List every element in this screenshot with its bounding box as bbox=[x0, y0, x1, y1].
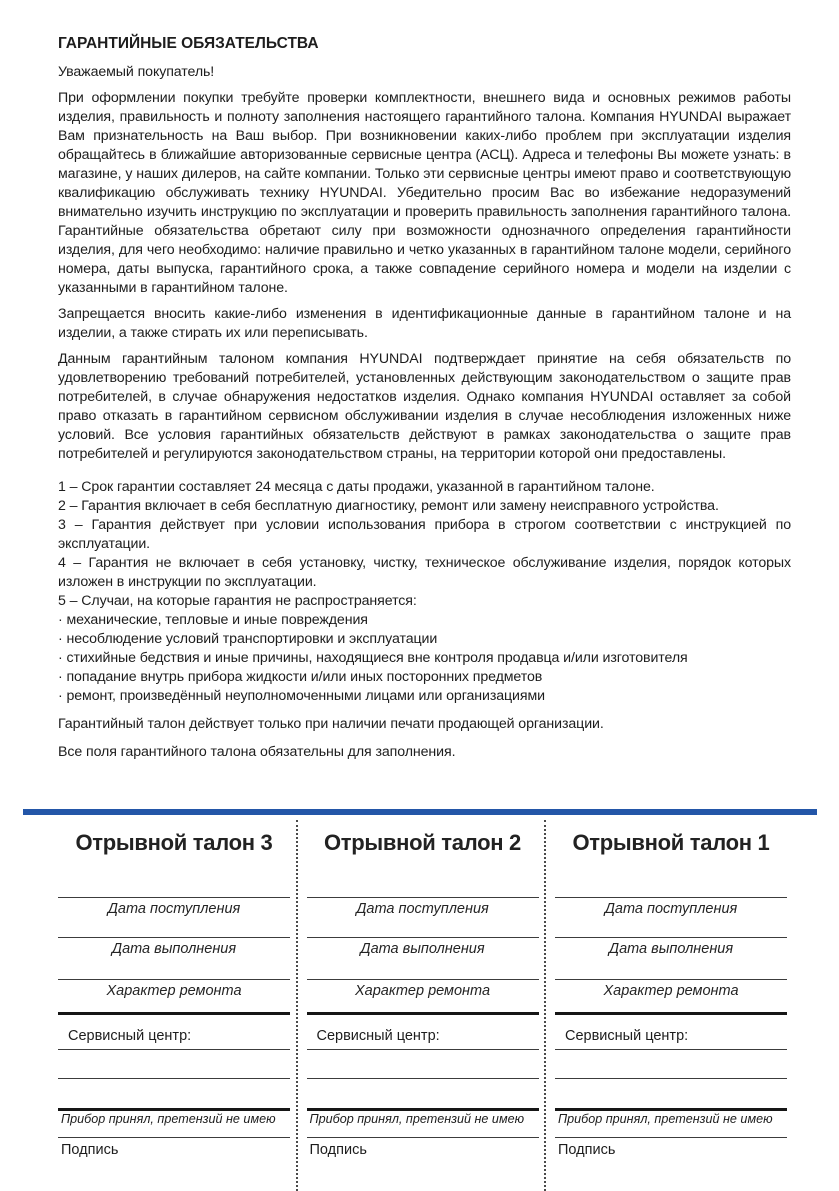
exclusion-item-3: · стихийные бедствия и иные причины, находящиеся вне контроля продавца и/или изготовителя bbox=[58, 650, 688, 666]
repair-type-write-line bbox=[555, 979, 787, 980]
signature-write-line bbox=[307, 1137, 539, 1138]
device-accepted-label: Прибор принял, претензий не имею bbox=[558, 1112, 773, 1126]
date-completed-label: Дата выполнения bbox=[111, 941, 237, 957]
section-divider-line bbox=[555, 1012, 787, 1015]
repair-type-label: Характер ремонта bbox=[106, 983, 242, 999]
signature-label: Подпись bbox=[61, 1142, 119, 1158]
section-divider-line bbox=[58, 1108, 290, 1111]
date-received-write-line bbox=[58, 897, 290, 898]
warranty-text-section bbox=[58, 33, 791, 762]
coupon-title: Отрывной талон 2 bbox=[324, 830, 521, 855]
date-received-write-line bbox=[555, 897, 787, 898]
extra-write-line bbox=[555, 1078, 787, 1079]
signature-write-line bbox=[555, 1137, 787, 1138]
paragraph-obligations: Данным гарантийным талоном компания HYUNDAI подтверждает принятие на себя обязательств по удовлетворению требований потребителей, установленных действующим законодательством о защите прав потребителей, в случае обнаружения недостатков изделия. Однако компания HYUNDAI оставляет за собой право отказать в гарантийном сервисном обслуживании изделия в случае несоблюдения изложенных ниже условий. Все условия гарантийных обязательств действуют в рамках законодательства о защите прав потребителей и регулируются законодательством страны, на территории которой они предоставлены. bbox=[58, 351, 791, 462]
date-received-label: Дата поступления bbox=[356, 901, 489, 917]
extra-write-line bbox=[58, 1078, 290, 1079]
final-notes bbox=[58, 715, 791, 762]
tear-off-coupon-2 bbox=[307, 816, 539, 1191]
section-divider-line bbox=[555, 1108, 787, 1111]
service-center-label: Сервисный центр: bbox=[316, 1028, 440, 1044]
date-received-label: Дата поступления bbox=[107, 901, 241, 917]
exclusion-item-1: · механические, тепловые и иные повреждения bbox=[58, 612, 368, 628]
device-accepted-label: Прибор принял, претензий не имею bbox=[61, 1112, 276, 1126]
service-center-write-line bbox=[58, 1049, 290, 1050]
service-center-write-line bbox=[555, 1049, 787, 1050]
tear-off-coupon-3 bbox=[58, 816, 290, 1191]
signature-label: Подпись bbox=[309, 1142, 367, 1158]
page-title: ГАРАНТИЙНЫЕ ОБЯЗАТЕЛЬСТВА bbox=[58, 35, 319, 52]
term-item-3: 3 – Гарантия действует при условии использования прибора в строгом соответствии с инструкцией по эксплуатации. bbox=[58, 517, 791, 552]
date-completed-label: Дата выполнения bbox=[360, 941, 485, 957]
paragraph-purchase-check: При оформлении покупки требуйте проверки комплектности, внешнего вида и основных режимов работы изделия, правильность и полноту заполнения настоящего гарантийного талона. Компания HYUNDAI выражает Вам признательность на Ваш выбор. При возникновении каких-либо проблем при эксплуатации изделия обращайтесь в ближайшие авторизованные сервисные центра (АСЦ). Адреса и телефоны Вы можете узнать: в магазине, у наших дилеров, на сайте компании. Только эти сервисные центры имеют право и соответствующую квалификацию обслуживать технику HYUNDAI. Убедительно просим Вас во избежание недоразумений внимательно изучить инструкцию по эксплуатации и проверить правильность заполнения гарантийного талона. Гарантийные обязательства обретают силу при возможности однозначного определения гарантийности изделия, для чего необходимо: наличие правильно и четко указанных в гарантийном талоне модели, серийного номера, даты выпуска, гарантийного срока, а также совпадение серийного номера и модели на изделии с указанными в гарантийном талоне. bbox=[58, 90, 791, 296]
device-accepted-label: Прибор принял, претензий не имею bbox=[309, 1112, 525, 1126]
service-center-label: Сервисный центр: bbox=[565, 1028, 689, 1044]
tear-off-coupon-1 bbox=[555, 816, 787, 1191]
date-completed-label: Дата выполнения bbox=[608, 941, 734, 957]
section-divider-line bbox=[307, 1108, 539, 1111]
coupon-section bbox=[58, 816, 787, 1191]
signature-write-line bbox=[58, 1137, 290, 1138]
exclusion-item-2: · несоблюдение условий транспортировки и эксплуатации bbox=[58, 631, 438, 647]
repair-type-write-line bbox=[58, 979, 290, 980]
section-divider-line bbox=[58, 1012, 290, 1015]
exclusion-item-5: · ремонт, произведённый неуполномоченными лицами или организациями bbox=[58, 688, 545, 704]
term-item-5: 5 – Случаи, на которые гарантия не распространяется: bbox=[58, 593, 417, 609]
service-center-label: Сервисный центр: bbox=[68, 1028, 192, 1044]
service-center-write-line bbox=[307, 1049, 539, 1050]
repair-type-label: Характер ремонта bbox=[354, 983, 491, 999]
date-received-label: Дата поступления bbox=[604, 901, 738, 917]
date-completed-write-line bbox=[555, 937, 787, 938]
note-stamp-required: Гарантийный талон действует только при наличии печати продающей организации. bbox=[58, 716, 604, 732]
divider-rule bbox=[23, 809, 817, 815]
repair-type-label: Характер ремонта bbox=[603, 983, 739, 999]
salutation-text: Уважаемый покупатель! bbox=[58, 64, 215, 80]
section-divider-line bbox=[307, 1012, 539, 1015]
date-completed-write-line bbox=[307, 937, 539, 938]
date-completed-write-line bbox=[58, 937, 290, 938]
note-fields-required: Все поля гарантийного талона обязательны для заполнения. bbox=[58, 744, 456, 760]
extra-write-line bbox=[307, 1078, 539, 1079]
coupon-title: Отрывной талон 3 bbox=[75, 830, 273, 855]
term-item-4: 4 – Гарантия не включает в себя установку, чистку, техническое обслуживание изделия, порядок которых изложен в инструкции по эксплуатации. bbox=[58, 555, 791, 590]
date-received-write-line bbox=[307, 897, 539, 898]
paragraph-no-alterations: Запрещается вносить какие-либо изменения в идентификационные данные в гарантийном талоне и на изделии, а также стирать их или переписывать. bbox=[58, 306, 791, 341]
signature-label: Подпись bbox=[558, 1142, 616, 1158]
exclusion-item-4: · попадание внутрь прибора жидкости и/или иных посторонних предметов bbox=[58, 669, 543, 685]
term-item-1: 1 – Срок гарантии составляет 24 месяца с даты продажи, указанной в гарантийном талоне. bbox=[58, 479, 655, 495]
repair-type-write-line bbox=[307, 979, 539, 980]
coupon-title: Отрывной талон 1 bbox=[572, 830, 770, 855]
warranty-terms-list bbox=[58, 478, 791, 706]
term-item-2: 2 – Гарантия включает в себя бесплатную диагностику, ремонт или замену неисправного устройства. bbox=[58, 498, 719, 514]
